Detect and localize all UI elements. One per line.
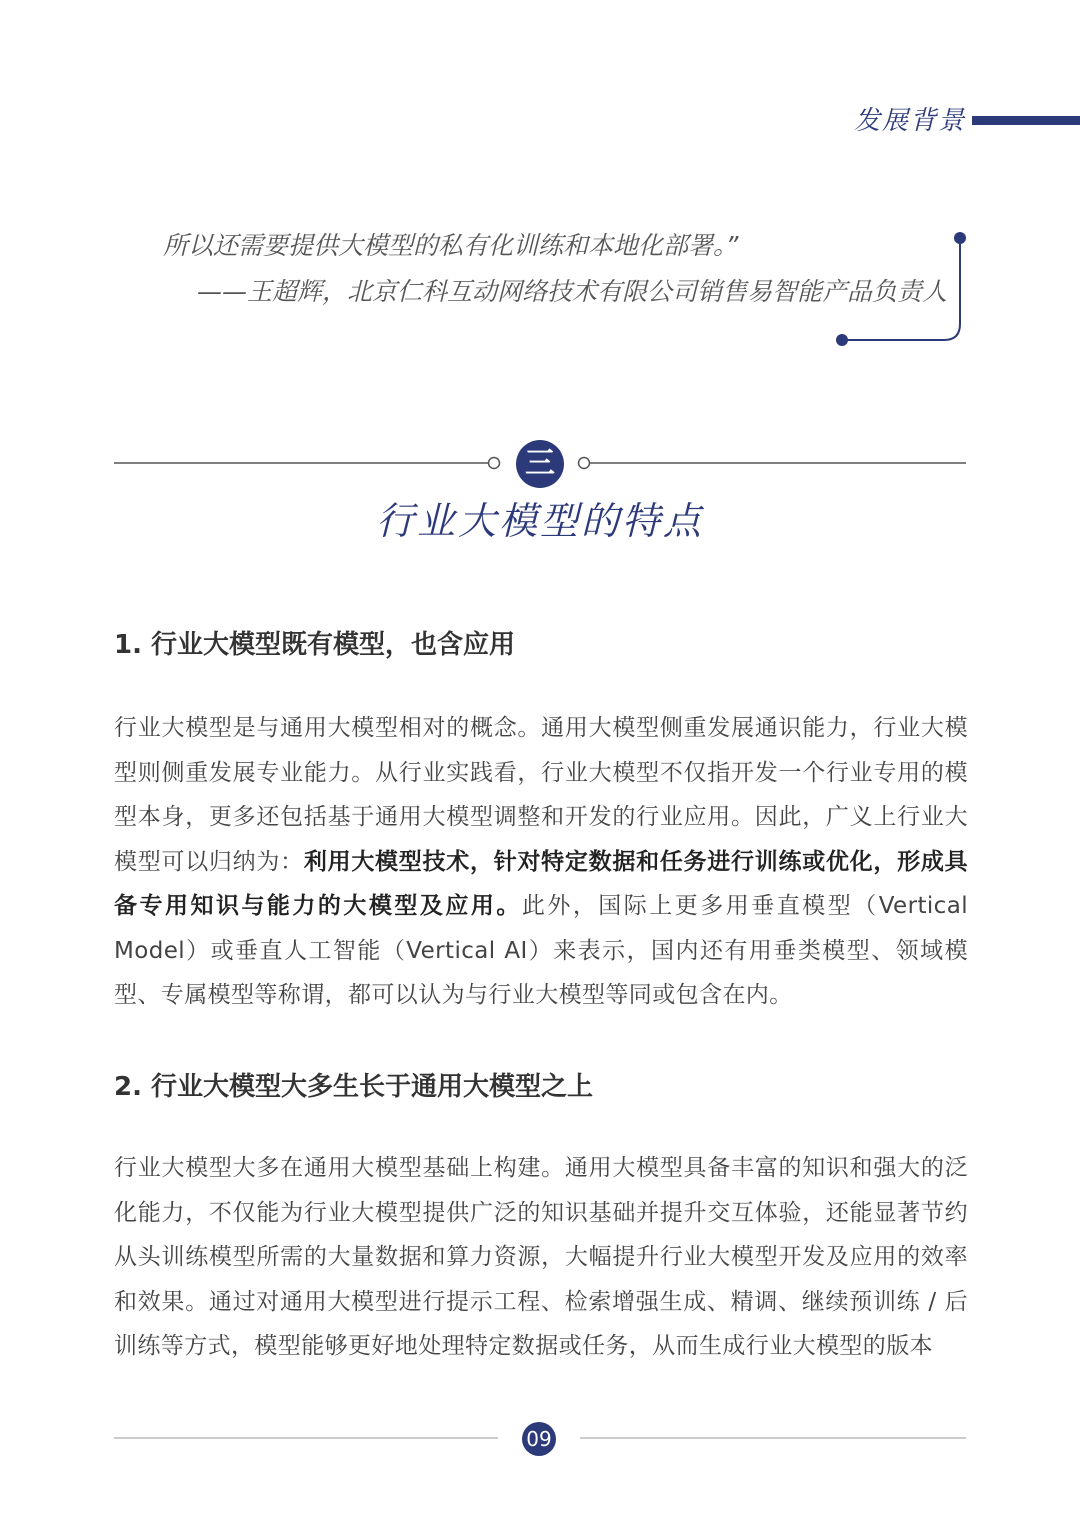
chapter-title: 行业大模型的特点 <box>375 499 704 543</box>
section1-heading: 1. 行业大模型既有模型，也含应用 <box>114 630 516 660</box>
section-label: 发展背景 <box>853 106 966 136</box>
page-number: 09 <box>522 1422 556 1456</box>
section-bar <box>972 116 1080 125</box>
section1-definition: 利用大模型技术，针对特定数据和任务进行训练或优化，形成具备专用知识与能力的大模型及应用。 <box>114 848 969 919</box>
section1-paragraph <box>114 706 968 1018</box>
quote-bracket <box>830 226 970 350</box>
section2-paragraph: 行业大模型大多在通用大模型基础上构建。通用大模型具备丰富的知识和强大的泛化能力，不仅能为行业大模型提供广泛的知识基础并提升交互体验，还能显著节约从头训练模型所需的大量数据和算力资源，大幅提升行业大模型开发及应用的效率和效果。通过对通用大模型进行提示工程、检索增强生成、精调、继续预训练 / 后训练等方式，模型能够更好地处理特定数据或任务，从而生成行业大模型的版本 <box>114 1155 968 1359</box>
quote-text: 所以还需要提供大模型的私有化训练和本地化部署。” <box>163 231 739 260</box>
quote-attribution: ——王超辉，北京仁科互动网络技术有限公司销售易智能产品负责人 <box>197 277 948 306</box>
section1-text-b: 此外，国际上更多用垂直模型（Vertical Model）或垂直人工智能（Vertical AI）来表示，国内还有用垂类模型、领域模型、专属模型等称谓，都可以认为与行业大模型等同或包含在内。 <box>114 893 968 1008</box>
section2-heading: 2. 行业大模型大多生长于通用大模型之上 <box>114 1072 594 1102</box>
section1-text-a: 行业大模型是与通用大模型相对的概念。通用大模型侧重发展通识能力，行业大模型则侧重发展专业能力。从行业实践看，行业大模型不仅指开发一个行业专用的模型本身，更多还包括基于通用大模型调整和开发的行业应用。因此，广义上行业大模型可以归纳为： <box>114 715 968 875</box>
chapter-number: 三 <box>516 440 564 488</box>
